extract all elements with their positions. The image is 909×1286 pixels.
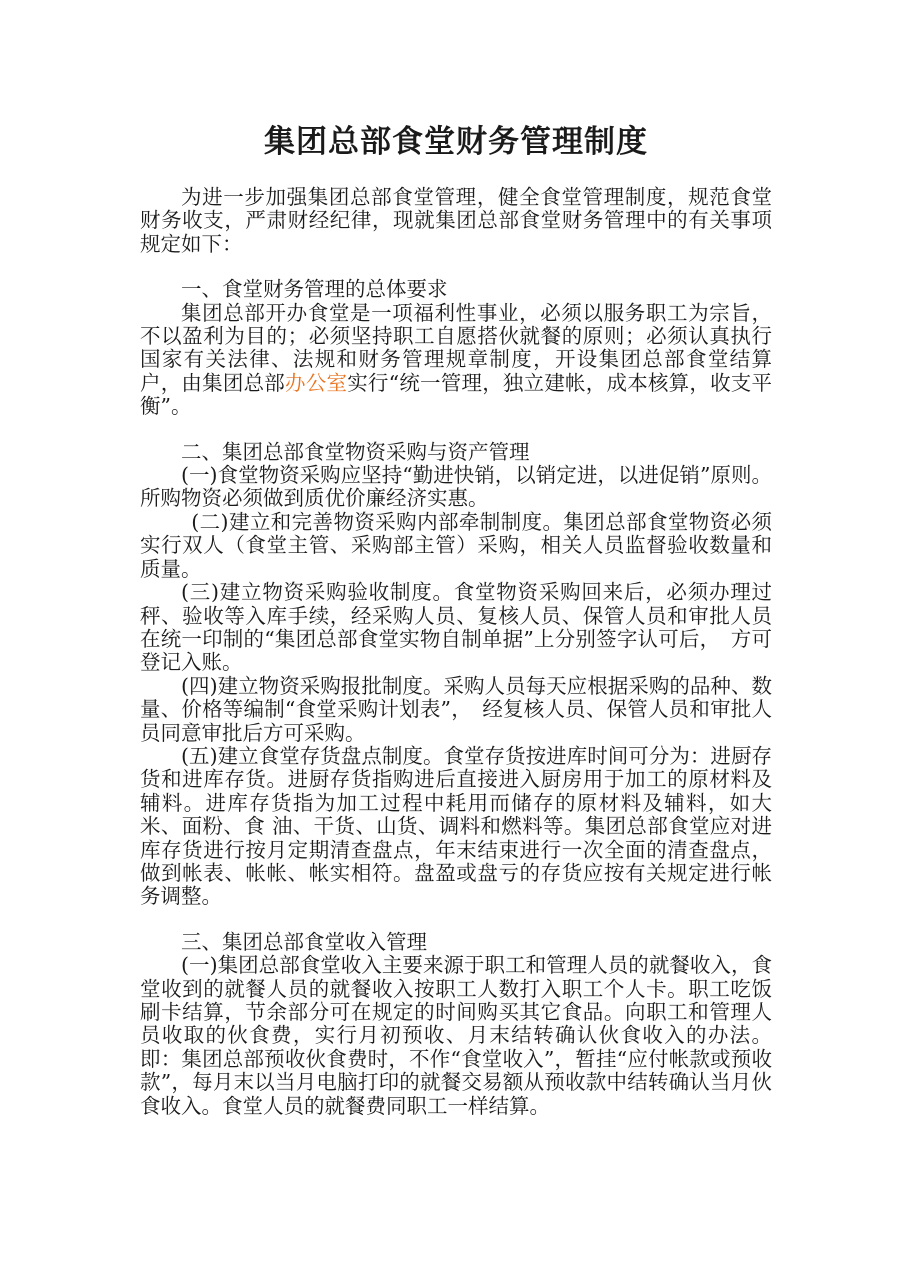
document-page — [140, 120, 772, 1118]
office-link[interactable]: 办公室 — [285, 370, 348, 395]
section-2-heading: 二、集团总部食堂物资采购与资产管理 — [181, 439, 530, 464]
section-2-item-1: (一)食堂物资采购应坚持“勤进快销，以销定进，以进促销”原则。所购物资必须做到质优价廉经济实惠。 — [140, 463, 772, 511]
section-1-text-after: 实行“统一管理，独立建帐，成本核算，收支平衡”。 — [140, 370, 773, 419]
section-2-item-4: (四)建立物资采购报批制度。采购人员每天应根据采购的品种、数量、价格等编制“食堂采购计划表”， 经复核人员、保管人员和审批人员同意审批后方可采购。 — [140, 673, 772, 745]
document-title: 集团总部食堂财务管理制度 — [264, 124, 648, 160]
section-1-heading: 一、食堂财务管理的总体要求 — [181, 277, 448, 302]
intro-paragraph: 为进一步加强集团总部食堂管理，健全食堂管理制度，规范食堂财务收支，严肃财经纪律，现就集团总部食堂财务管理中的有关事项规定如下： — [140, 185, 772, 256]
section-1-paragraph — [140, 302, 772, 419]
section-2-item-2: (二)建立和完善物资采购内部牵制制度。集团总部食堂物资必须实行双人（食堂主管、采购部主管）采购，相关人员监督验收数量和质量。 — [140, 509, 772, 581]
spacer — [140, 419, 772, 441]
section-2-item-5: (五)建立食堂存货盘点制度。食堂存货按进库时间可分为：进厨存货和进库存货。进厨存货指购进后直接进入厨房用于加工的原材料及辅料。进库存货指为加工过程中耗用而储存的原材料及辅料，如大米、面粉、食 油、干货、山货、调料和燃料等。集团总部食堂应对进库存货进行按月定期清查盘点，年末结束进行一次全面的清查盘点，做到帐表、帐帐、帐实相符。盘盈或盘亏的存货应按有关规定进行帐务调整。 — [140, 743, 772, 909]
spacer — [140, 909, 772, 931]
section-2-item-3: (三)建立物资采购验收制度。食堂物资采购回来后，必须办理过秤、验收等入库手续，经采购人员、复核人员、保管人员和审批人员在统一印制的“集团总部食堂实物自制单据”上分别签字认可后， 方可登记入账。 — [140, 580, 772, 675]
spacer — [140, 256, 772, 278]
section-3-heading: 三、集团总部食堂收入管理 — [181, 929, 427, 954]
section-1-text-before: 集团总部开办食堂是一项福利性事业，必须以服务职工为宗旨，不以盈利为目的；必须坚持职工自愿搭伙就餐的原则；必须认真执行国家有关法律、法规和财务管理规章制度，开设集团总部食堂结算户，由集团总部 — [140, 300, 772, 395]
section-3-item-1: (一)集团总部食堂收入主要来源于职工和管理人员的就餐收入，食堂收到的就餐人员的就餐收入按职工人数打入职工个人卡。职工吃饭刷卡结算，节余部分可在规定的时间购买其它食品。向职工和管理人员收取的伙食费，实行月初预收、月末结转确认伙食收入的办法。即：集团总部预收伙食费时，不作“食堂收入”，暂挂“应付帐款或预收款”，每月末以当月电脑打印的就餐交易额从预收款中结转确认当月伙食收入。食堂人员的就餐费同职工一样结算。 — [140, 953, 772, 1118]
